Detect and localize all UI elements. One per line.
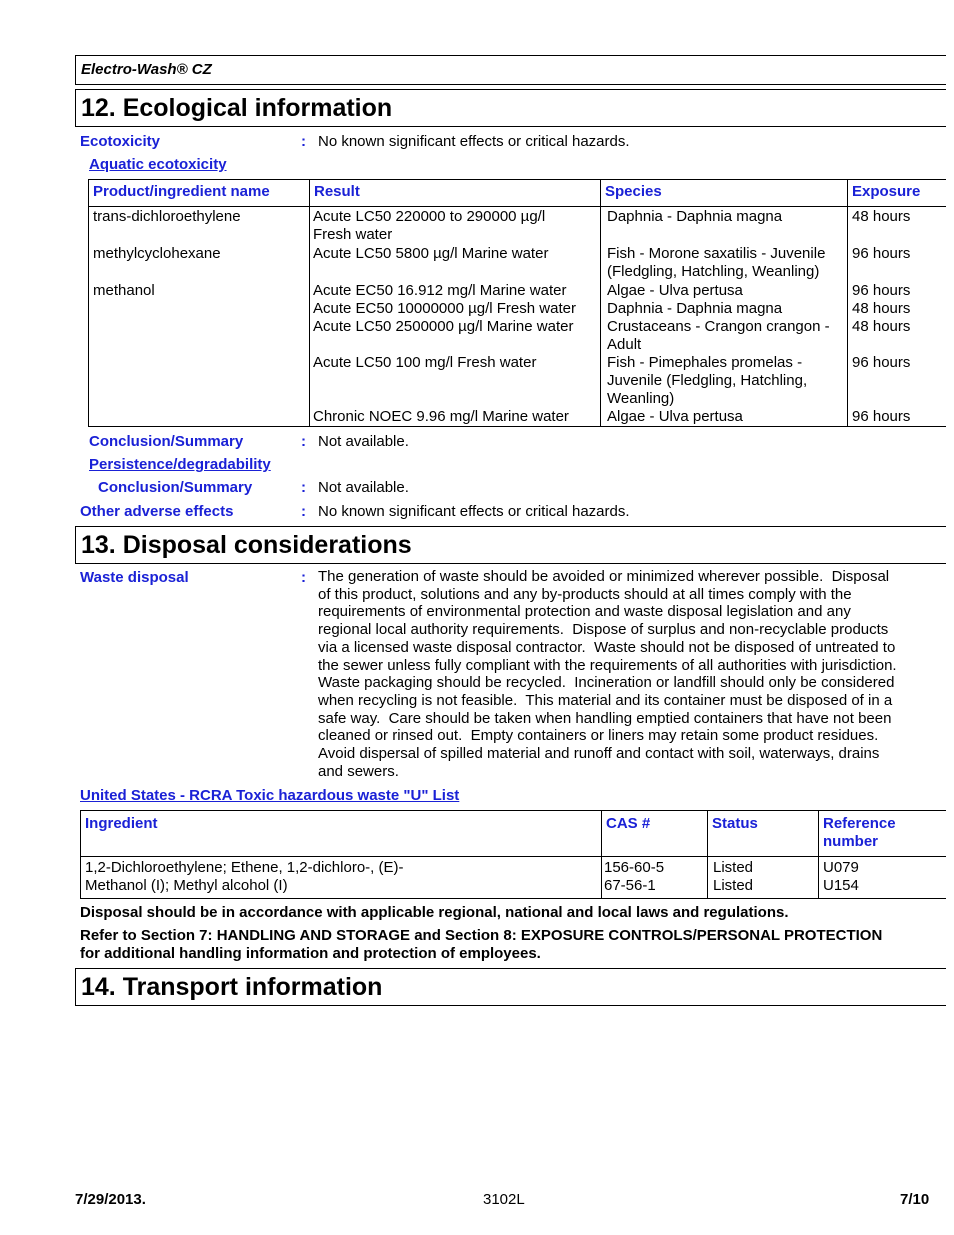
product-name: Electro-Wash® CZ (81, 61, 212, 78)
colon: : (301, 569, 306, 586)
rcra-cas: 156-60-5 (604, 859, 665, 876)
footer-code: 3102L (483, 1191, 525, 1208)
rcra-cas: 67-56-1 (604, 877, 656, 894)
rcra-status-cell (708, 857, 819, 899)
species-text: (Fledgling, Hatchling, Weanling) (607, 263, 820, 280)
rcra-data-row (81, 857, 947, 899)
rcra-ref-cell (819, 857, 947, 899)
rcra-header-ingredient: Ingredient (81, 811, 602, 857)
species-entry (607, 354, 847, 408)
result-text: Acute LC50 5800 µg/l Marine water (313, 245, 549, 262)
species-text: Algae - Ulva pertusa (607, 408, 743, 425)
result-cell (310, 281, 601, 427)
species-entry (607, 318, 847, 354)
section-14-title: 14. Transport information (81, 973, 383, 1001)
header-species: Species (601, 180, 848, 207)
ingredient-name-cell (89, 281, 310, 427)
exposure-entry (852, 300, 946, 318)
footer-page: 7/10 (900, 1191, 930, 1208)
section-13-title: 13. Disposal considerations (81, 531, 412, 559)
species-text: Fish - Pimephales promelas - (607, 354, 803, 371)
result-cell (310, 207, 601, 245)
section-12-title: 12. Ecological information (81, 94, 393, 122)
result-entry (313, 300, 600, 318)
document-header (75, 55, 946, 85)
species-cell (601, 244, 848, 281)
exposure-entry (852, 408, 946, 426)
exposure-text: 96 hours (852, 245, 911, 262)
waste-disposal-line: the sewer unless fully compliant with the requirements of all authorities with jurisdiction. (318, 656, 897, 674)
ecotoxicity-label: Ecotoxicity (80, 133, 161, 150)
result-entry (313, 245, 600, 281)
ecotoxicity-value: No known significant effects or critical hazards. (318, 133, 630, 150)
rcra-header-status: Status (708, 811, 819, 857)
rcra-status: Listed (713, 859, 754, 876)
rcra-header-cas: CAS # (602, 811, 708, 857)
rcra-status: Listed (713, 877, 754, 894)
waste-disposal-label: Waste disposal (80, 569, 189, 586)
result-entry (313, 208, 600, 244)
other-adverse-effects-label: Other adverse effects (80, 503, 234, 520)
exposure-text: 48 hours (852, 300, 911, 317)
rcra-reference: U079 (823, 859, 859, 876)
ingredient-name-cell (89, 244, 310, 281)
persistence-label: Persistence/degradability (89, 456, 271, 473)
header-product-name: Product/ingredient name (89, 180, 310, 207)
result-entry (313, 408, 600, 426)
section-14-heading (75, 968, 946, 1006)
colon: : (301, 479, 306, 496)
waste-disposal-line: regional local authority requirements. Dispose of surplus and non-recyclable products (318, 621, 889, 639)
rcra-list-label: United States - RCRA Toxic hazardous waste "U" List (80, 787, 460, 804)
species-text: Fish - Morone saxatilis - Juvenile (607, 245, 826, 262)
table-row (89, 281, 947, 427)
waste-disposal-line: Avoid dispersal of spilled material and runoff and contact with soil, waterways, drains (318, 745, 880, 763)
rcra-header-reference-line2: number (823, 833, 879, 850)
rcra-reference: U154 (823, 877, 859, 894)
result-entry (313, 354, 600, 408)
result-text: Acute LC50 2500000 µg/l Marine water (313, 318, 574, 335)
waste-disposal-line: The generation of waste should be avoided or minimized wherever possible. Disposal (318, 568, 890, 585)
species-text: Daphnia - Daphnia magna (607, 208, 783, 225)
exposure-entry (852, 245, 946, 281)
rcra-table (80, 810, 946, 899)
exposure-text: 48 hours (852, 208, 911, 225)
species-entry (607, 282, 847, 300)
species-cell (601, 281, 848, 427)
waste-disposal-line: Waste packaging should be recycled. Incineration or landfill should only be considered (318, 674, 895, 692)
exposure-cell (848, 281, 947, 427)
species-text: Daphnia - Daphnia magna (607, 300, 783, 317)
result-cell (310, 244, 601, 281)
ingredient-name-cell (89, 207, 310, 245)
species-text: Algae - Ulva pertusa (607, 282, 743, 299)
exposure-text: 96 hours (852, 354, 911, 371)
section-12-heading (75, 89, 946, 127)
exposure-entry (852, 354, 946, 408)
disposal-note: Disposal should be in accordance with applicable regional, national and local laws and regulations. (80, 904, 789, 921)
result-text: Fresh water (313, 226, 393, 243)
waste-disposal-line: requirements of environmental protection and waste disposal legislation and any (318, 603, 851, 621)
exposure-text: 96 hours (852, 408, 911, 425)
species-text: Adult (607, 336, 642, 353)
waste-disposal-line: cleaned or rinsed out. Empty containers or liners may retain some product residues. (318, 727, 879, 745)
rcra-header-reference-line1: Reference (823, 815, 896, 832)
waste-disposal-text (318, 568, 938, 780)
section-13-heading (75, 526, 946, 564)
aquatic-ecotoxicity-label: Aquatic ecotoxicity (89, 156, 227, 173)
colon: : (301, 503, 306, 520)
result-entry (313, 282, 600, 300)
waste-disposal-line: and sewers. (318, 762, 399, 780)
species-entry (607, 208, 847, 244)
exposure-text: 48 hours (852, 318, 911, 335)
waste-disposal-line: via a licensed waste disposal contractor. Waste should not be disposed of untreated to (318, 638, 896, 656)
refer-note-line1: Refer to Section 7: HANDLING AND STORAGE and Section 8: EXPOSURE CONTROLS/PERSONAL PROTECTION (80, 927, 883, 944)
species-cell (601, 207, 848, 245)
colon: : (301, 433, 306, 450)
species-text: Juvenile (Fledgling, Hatchling, (607, 372, 808, 389)
species-entry (607, 300, 847, 318)
exposure-cell (848, 244, 947, 281)
table-row (89, 244, 947, 281)
conclusion-summary-label: Conclusion/Summary (89, 433, 244, 450)
waste-disposal-line: safe way. Care should be taken when handling emptied containers that have not been (318, 709, 892, 727)
result-text: Chronic NOEC 9.96 mg/l Marine water (313, 408, 569, 425)
species-entry (607, 245, 847, 281)
header-result: Result (310, 180, 601, 207)
header-exposure: Exposure (848, 180, 947, 207)
result-text: Acute EC50 10000000 µg/l Fresh water (313, 300, 576, 317)
refer-note-line2: for additional handling information and protection of employees. (80, 945, 541, 962)
result-text: Acute LC50 220000 to 290000 µg/l (313, 208, 546, 225)
result-entry (313, 318, 600, 354)
species-entry (607, 408, 847, 426)
table-row (89, 207, 947, 245)
species-text: Weanling) (607, 390, 675, 407)
species-text: Crustaceans - Crangon crangon - (607, 318, 830, 335)
ingredient-name: trans-dichloroethylene (93, 208, 241, 225)
colon: : (301, 133, 306, 150)
exposure-cell (848, 207, 947, 245)
rcra-header-row (81, 811, 947, 857)
footer-date: 7/29/2013. (75, 1191, 146, 1208)
rcra-ingredient: Methanol (I); Methyl alcohol (I) (85, 877, 288, 894)
ingredient-name: methanol (93, 282, 155, 299)
exposure-entry (852, 208, 946, 244)
exposure-text: 96 hours (852, 282, 911, 299)
conclusion-summary-value: Not available. (318, 433, 409, 450)
waste-disposal-line: when recycling is not feasible. This material and its container must be disposed of in a (318, 691, 893, 709)
aquatic-ecotoxicity-table (88, 179, 946, 427)
other-adverse-effects-value: No known significant effects or critical hazards. (318, 503, 630, 520)
rcra-ingredient: 1,2-Dichloroethylene; Ethene, 1,2-dichloro-, (E)- (85, 859, 404, 876)
result-text: Acute EC50 16.912 mg/l Marine water (313, 282, 567, 299)
persistence-conclusion-value: Not available. (318, 479, 409, 496)
exposure-entry (852, 282, 946, 300)
ingredient-name: methylcyclohexane (93, 245, 221, 262)
exposure-entry (852, 318, 946, 354)
table-header-row (89, 180, 947, 207)
result-text: Acute LC50 100 mg/l Fresh water (313, 354, 537, 371)
rcra-header-reference (819, 811, 947, 857)
waste-disposal-line: of this product, solutions and any by-products should at all times comply with the (318, 585, 852, 603)
rcra-cas-cell (602, 857, 708, 899)
rcra-ingredient-cell (81, 857, 602, 899)
persistence-conclusion-label: Conclusion/Summary (98, 479, 253, 496)
